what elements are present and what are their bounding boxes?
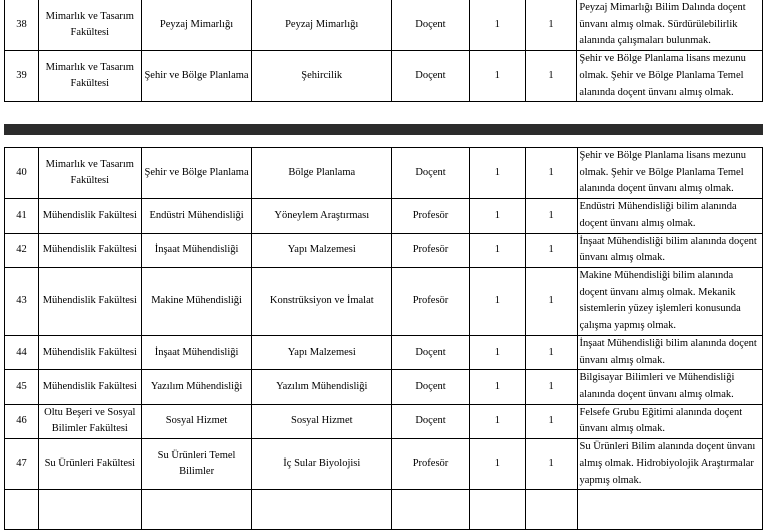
count-cell: 1 [469,404,525,438]
table-row [5,199,763,233]
faculty-cell: Mimarlık ve Tasarım Fakültesi [38,0,141,51]
department-cell: Endüstri Mühendisliği [141,199,252,233]
table-row [5,51,763,102]
department-cell: İnşaat Mühendisliği [141,335,252,369]
table-body-top [5,0,763,102]
page-break-bar [4,124,763,135]
count-cell: 1 [469,439,525,490]
row-number-cell: 41 [5,199,39,233]
count2-cell: 1 [525,148,577,199]
count-cell: 1 [469,51,525,102]
department-cell [141,490,252,530]
faculty-cell: Mühendislik Fakültesi [38,370,141,404]
title-cell: Doçent [392,335,470,369]
table-row [5,404,763,438]
table-row [5,370,763,404]
count2-cell: 1 [525,0,577,51]
faculty-cell: Mühendislik Fakültesi [38,267,141,335]
field-cell: Şehircilik [252,51,392,102]
title-cell: Doçent [392,51,470,102]
count2-cell [525,490,577,530]
row-number-cell: 42 [5,233,39,267]
faculty-cell: Oltu Beşeri ve Sosyal Bilimler Fakültesi [38,404,141,438]
row-number-cell: 43 [5,267,39,335]
department-cell: Sosyal Hizmet [141,404,252,438]
count2-cell: 1 [525,439,577,490]
field-cell: Konstrüksiyon ve İmalat [252,267,392,335]
department-cell: Makine Mühendisliği [141,267,252,335]
field-cell [252,490,392,530]
table-row [5,267,763,335]
field-cell: Yöneylem Araştırması [252,199,392,233]
table-row [5,439,763,490]
positions-table-bottom [4,147,763,530]
title-cell: Profesör [392,439,470,490]
field-cell: Yapı Malzemesi [252,335,392,369]
row-number-cell: 46 [5,404,39,438]
field-cell: Yapı Malzemesi [252,233,392,267]
faculty-cell: Mimarlık ve Tasarım Fakültesi [38,148,141,199]
requirement-cell: Endüstri Mühendisliği bilim alanında doçent ünvanı almış olmak. [577,199,763,233]
requirement-cell: Makine Mühendisliği bilim alanında doçent ünvanı almış olmak. Mekanik sistemlerin yüzey işlemleri konusunda çalışma yapmış olmak. [577,267,763,335]
title-cell: Doçent [392,0,470,51]
row-number-cell: 38 [5,0,39,51]
requirement-cell [577,490,763,530]
title-cell: Profesör [392,199,470,233]
page-gap [0,135,763,147]
requirement-cell: Su Ürünleri Bilim alanında doçent ünvanı almış olmak. Hidrobiyolojik Araştırmalar yapmış olmak. [577,439,763,490]
field-cell: İç Sular Biyolojisi [252,439,392,490]
table-body-bottom [5,148,763,530]
table-row [5,0,763,51]
requirement-cell: Şehir ve Bölge Planlama lisans mezunu olmak. Şehir ve Bölge Planlama Temel alanında doçent ünvanı almış olmak. [577,148,763,199]
title-cell [392,490,470,530]
department-cell: Peyzaj Mimarlığı [141,0,252,51]
table-row [5,148,763,199]
table-row [5,335,763,369]
table-row [5,490,763,530]
count-cell: 1 [469,148,525,199]
department-cell: Şehir ve Bölge Planlama [141,148,252,199]
row-number-cell: 47 [5,439,39,490]
count-cell: 1 [469,233,525,267]
title-cell: Doçent [392,404,470,438]
requirement-cell: Felsefe Grubu Eğitimi alanında doçent ünvanı almış olmak. [577,404,763,438]
row-number-cell: 45 [5,370,39,404]
faculty-cell: Su Ürünleri Fakültesi [38,439,141,490]
row-number-cell: 40 [5,148,39,199]
table-row [5,233,763,267]
count2-cell: 1 [525,335,577,369]
department-cell: Yazılım Mühendisliği [141,370,252,404]
faculty-cell: Mühendislik Fakültesi [38,199,141,233]
department-cell: Şehir ve Bölge Planlama [141,51,252,102]
count-cell [469,490,525,530]
count2-cell: 1 [525,267,577,335]
row-number-cell: 39 [5,51,39,102]
department-cell: Su Ürünleri Temel Bilimler [141,439,252,490]
field-cell: Yazılım Mühendisliği [252,370,392,404]
requirement-cell: İnşaat Mühendisliği bilim alanında doçent ünvanı almış olmak. [577,335,763,369]
count2-cell: 1 [525,233,577,267]
title-cell: Profesör [392,267,470,335]
positions-table-top [4,0,763,102]
count2-cell: 1 [525,404,577,438]
field-cell: Sosyal Hizmet [252,404,392,438]
faculty-cell: Mühendislik Fakültesi [38,233,141,267]
count-cell: 1 [469,370,525,404]
count-cell: 1 [469,335,525,369]
requirement-cell: Şehir ve Bölge Planlama lisans mezunu olmak. Şehir ve Bölge Planlama Temel alanında doçent ünvanı almış olmak. [577,51,763,102]
requirement-cell: Bilgisayar Bilimleri ve Mühendisliği alanında doçent ünvanı almış olmak. [577,370,763,404]
faculty-cell: Mühendislik Fakültesi [38,335,141,369]
field-cell: Peyzaj Mimarlığı [252,0,392,51]
department-cell: İnşaat Mühendisliği [141,233,252,267]
count-cell: 1 [469,267,525,335]
faculty-cell: Mimarlık ve Tasarım Fakültesi [38,51,141,102]
title-cell: Doçent [392,370,470,404]
count-cell: 1 [469,199,525,233]
row-number-cell [5,490,39,530]
field-cell: Bölge Planlama [252,148,392,199]
count2-cell: 1 [525,51,577,102]
faculty-cell [38,490,141,530]
count2-cell: 1 [525,370,577,404]
row-number-cell: 44 [5,335,39,369]
title-cell: Doçent [392,148,470,199]
count-cell: 1 [469,0,525,51]
title-cell: Profesör [392,233,470,267]
count2-cell: 1 [525,199,577,233]
requirement-cell: İnşaat Mühendisliği bilim alanında doçent ünvanı almış olmak. [577,233,763,267]
requirement-cell: Peyzaj Mimarlığı Bilim Dalında doçent ünvanı almış olmak. Sürdürülebilirlik alanında çalışmaları bulunmak. [577,0,763,51]
